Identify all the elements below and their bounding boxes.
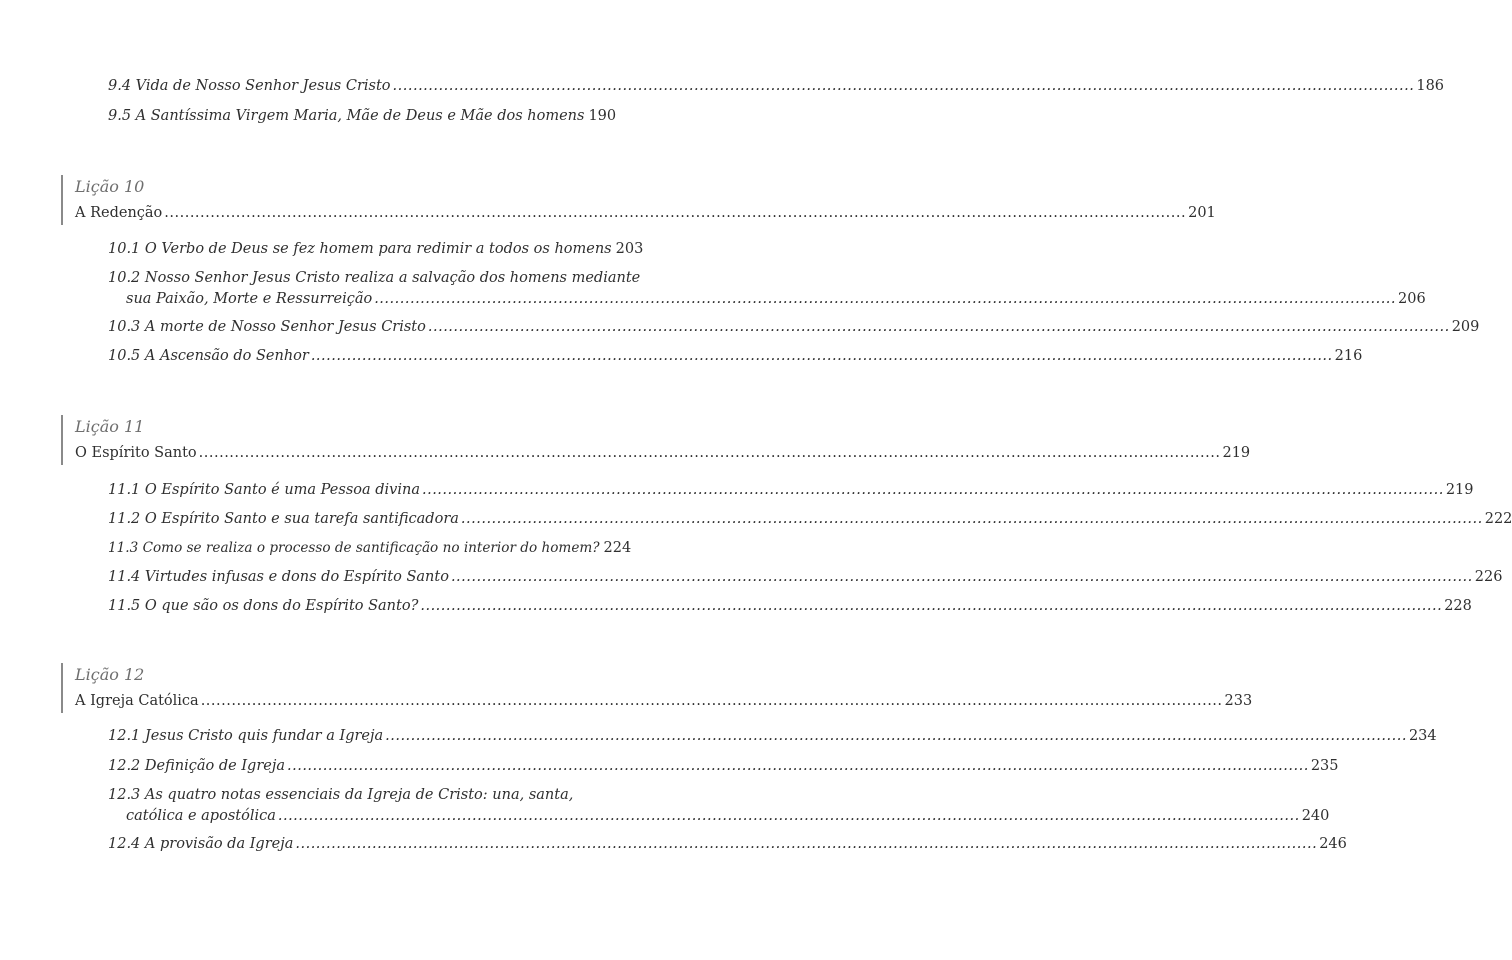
- toc-entry-11-1[interactable]: [108, 480, 1474, 501]
- toc-entry-10-5[interactable]: [108, 346, 1363, 367]
- toc-entry-title: 10.3 A morte de Nosso Senhor Jesus Cristo: [108, 319, 426, 335]
- leader-dots: [164, 201, 1186, 225]
- toc-entry-11-5[interactable]: [108, 596, 1472, 617]
- toc-entry-12-3[interactable]: [108, 785, 1330, 827]
- lesson-12-header: [61, 663, 1253, 713]
- toc-entry-page: 216: [1334, 348, 1363, 364]
- toc-entry-11-2[interactable]: [108, 509, 1512, 530]
- toc-entry-page: 228: [1444, 598, 1472, 614]
- leader-dots: [461, 509, 1483, 530]
- toc-entry-title: 11.4 Virtudes infusas e dons do Espírito Santo: [108, 569, 449, 585]
- toc-entry-title: 11.5 O que são os dons do Espírito Santo?: [108, 598, 419, 614]
- toc-entry-title: 11.2 O Espírito Santo e sua tarefa santificadora: [108, 511, 459, 527]
- toc-entry-title: 11.3 Como se realiza o processo de santificação no interior do homem?: [108, 540, 600, 556]
- toc-entry-page: 219: [1445, 482, 1474, 498]
- lesson-title-row[interactable]: [75, 689, 1253, 713]
- toc-entry-title-cont: católica e apostólica: [126, 808, 276, 824]
- toc-entry-title: 11.1 O Espírito Santo é uma Pessoa divina: [108, 482, 420, 498]
- lesson-title-row[interactable]: [75, 201, 1216, 225]
- toc-entry-title: 10.2 Nosso Senhor Jesus Cristo realiza a salvação dos homens mediante: [108, 270, 641, 286]
- toc-entry-title: 9.4 Vida de Nosso Senhor Jesus Cristo: [108, 78, 391, 94]
- toc-entry-11-3[interactable]: [108, 538, 632, 559]
- leader-dots: [199, 441, 1221, 465]
- toc-entry-page: 222: [1484, 511, 1512, 527]
- leader-dots: [295, 834, 1317, 855]
- toc-entry-title: 12.3 As quatro notas essenciais da Igreja de Cristo: una, santa,: [108, 787, 574, 803]
- leader-dots: [393, 76, 1415, 97]
- toc-entry-page: 226: [1474, 569, 1503, 585]
- toc-entry-10-2[interactable]: [108, 268, 1426, 310]
- leader-dots: [374, 289, 1396, 310]
- leader-dots: [422, 480, 1444, 501]
- toc-entry-page: 206: [1398, 291, 1426, 307]
- toc-entry-9-4[interactable]: [108, 76, 1445, 97]
- toc-entry-page: 190: [588, 108, 617, 124]
- leader-dots: [201, 689, 1223, 713]
- lesson-title: A Igreja Católica: [75, 693, 199, 709]
- toc-entry-12-4[interactable]: [108, 834, 1347, 855]
- lesson-label: Lição 11: [75, 417, 145, 436]
- lesson-page: 201: [1188, 205, 1216, 221]
- toc-entry-title: 9.5 A Santíssima Virgem Maria, Mãe de Deus e Mãe dos homens: [108, 108, 585, 124]
- toc-entry-page: 203: [615, 241, 644, 257]
- leader-dots: [451, 567, 1473, 588]
- toc-entry-page: 234: [1408, 728, 1437, 744]
- lesson-label: Lição 12: [75, 665, 145, 684]
- leader-dots: [287, 756, 1309, 777]
- lesson-label: Lição 10: [75, 177, 145, 196]
- toc-entry-title-cont: sua Paixão, Morte e Ressurreição: [126, 291, 373, 307]
- lesson-10-header: [61, 175, 1216, 225]
- toc-entry-page: 240: [1301, 808, 1330, 824]
- toc-entry-title: 12.2 Definição de Igreja: [108, 758, 285, 774]
- leader-dots: [420, 596, 1442, 617]
- lesson-11-header: [61, 415, 1251, 465]
- toc-entry-12-2[interactable]: [108, 756, 1339, 777]
- toc-entry-page: 209: [1451, 319, 1480, 335]
- toc-entry-page: 246: [1319, 836, 1347, 852]
- toc-entry-page: 186: [1416, 78, 1445, 94]
- toc-entry-title: 12.1 Jesus Cristo quis fundar a Igreja: [108, 728, 384, 744]
- toc-entry-9-5[interactable]: [108, 106, 617, 127]
- leader-dots: [385, 726, 1407, 747]
- leader-dots: [428, 317, 1450, 338]
- leader-dots: [278, 806, 1300, 827]
- lesson-page: 219: [1222, 445, 1251, 461]
- lesson-title: O Espírito Santo: [75, 445, 197, 461]
- lesson-title-row[interactable]: [75, 441, 1251, 465]
- toc-entry-11-4[interactable]: [108, 567, 1503, 588]
- lesson-title: A Redenção: [75, 205, 163, 221]
- toc-entry-page: 224: [603, 540, 632, 556]
- toc-entry-10-3[interactable]: [108, 317, 1480, 338]
- toc-entry-12-1[interactable]: [108, 726, 1437, 747]
- toc-entry-title: 12.4 A provisão da Igreja: [108, 836, 294, 852]
- toc-entry-10-1[interactable]: [108, 239, 644, 260]
- toc-entry-title: 10.5 A Ascensão do Senhor: [108, 348, 309, 364]
- leader-dots: [311, 346, 1333, 367]
- toc-entry-title: 10.1 O Verbo de Deus se fez homem para redimir a todos os homens: [108, 241, 612, 257]
- toc-entry-page: 235: [1310, 758, 1339, 774]
- lesson-page: 233: [1224, 693, 1253, 709]
